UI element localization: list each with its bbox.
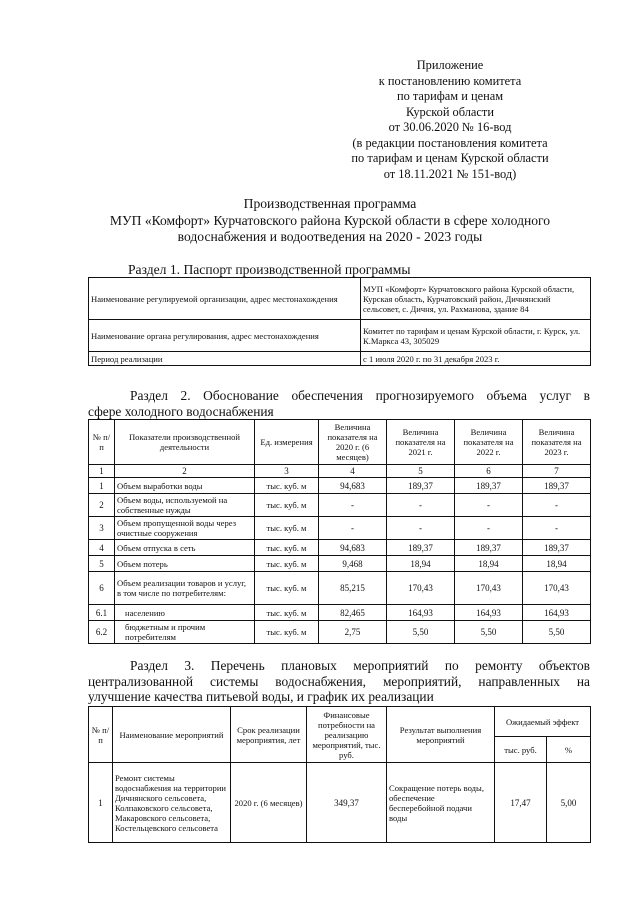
appendix-line: от 18.11.2021 № 151-вод) xyxy=(383,166,517,181)
appendix-line: по тарифам и ценам xyxy=(396,89,504,103)
table-row xyxy=(89,517,591,540)
appendix-line: по тарифам и ценам Курской области xyxy=(351,151,549,165)
row-unit: тыс. куб. м xyxy=(255,621,319,644)
measure-finance: 349,37 xyxy=(307,763,387,843)
appendix-block xyxy=(330,58,570,182)
value-2022: 189,37 xyxy=(455,540,523,556)
row-indicator: Объем пропущенной воды через очистные сооружения xyxy=(115,517,255,540)
section3-title-line: централизованной системы водоснабжения, мероприятий, направленных на xyxy=(88,673,590,689)
value-2020: 9,468 xyxy=(319,556,387,572)
col-number: 6 xyxy=(455,465,523,478)
value-2022: - xyxy=(455,494,523,517)
measure-effect-rub: 17,47 xyxy=(495,763,547,843)
value-2021: 18,94 xyxy=(387,556,455,572)
table-row xyxy=(89,352,591,366)
value-2020: 85,215 xyxy=(319,572,387,605)
row-unit: тыс. куб. м xyxy=(255,517,319,540)
row-num: 3 xyxy=(89,517,115,540)
row-indicator: Объем выработки воды xyxy=(115,478,255,494)
value-2021: - xyxy=(387,494,455,517)
row-indicator: Объем отпуска в сеть xyxy=(115,540,255,556)
col-number: 2 xyxy=(115,465,255,478)
col-header-2020: Величина показателя на 2020 г. (6 месяцев) xyxy=(319,420,387,465)
measure-effect-pct: 5,00 xyxy=(547,763,591,843)
row-indicator: бюджетным и прочим потребителям xyxy=(115,621,255,644)
measure-name: Ремонт системы водоснабжения на территории Дичнянского сельсовета, Колпаковского сельсовета, Макаровского сельсовета, Костельцевского сельсовета xyxy=(113,763,231,843)
value-2023: 5,50 xyxy=(523,621,591,644)
passport-label: Наименование регулируемой организации, адрес местонахождения xyxy=(89,278,361,320)
col-header-result: Результат выполнения мероприятий xyxy=(387,707,495,763)
value-2021: 5,50 xyxy=(387,621,455,644)
appendix-line: Курской области xyxy=(406,104,494,119)
section3-title xyxy=(88,658,590,705)
col-header-2021: Величина показателя на 2021 г. xyxy=(387,420,455,465)
row-indicator: Объем воды, используемой на собственные нужды xyxy=(115,494,255,517)
row-num: 6.2 xyxy=(89,621,115,644)
section3-title-line: Раздел 3. Перечень плановых мероприятий по ремонту объектов xyxy=(130,658,590,673)
col-number: 7 xyxy=(523,465,591,478)
row-indicator: Объем реализации товаров и услуг, в том числе по потребителям: xyxy=(115,572,255,605)
section3-title-line: улучшение качества питьевой воды, и график их реализации xyxy=(88,689,434,704)
value-2021: 189,37 xyxy=(387,540,455,556)
table-row xyxy=(89,572,591,605)
value-2020: 2,75 xyxy=(319,621,387,644)
column-number-row xyxy=(89,465,591,478)
passport-label: Наименование органа регулирования, адрес местонахождения xyxy=(89,320,361,352)
row-num: 6.1 xyxy=(89,605,115,621)
col-header-term: Срок реализации мероприятия, лет xyxy=(231,707,307,763)
value-2022: 164,93 xyxy=(455,605,523,621)
row-num: 6 xyxy=(89,572,115,605)
row-num: 2 xyxy=(89,494,115,517)
row-unit: тыс. куб. м xyxy=(255,478,319,494)
table-row xyxy=(89,540,591,556)
col-header-indicator: Показатели производственной деятельности xyxy=(115,420,255,465)
appendix-line: (в редакции постановления комитета xyxy=(352,135,548,150)
table-row xyxy=(89,556,591,572)
passport-table xyxy=(88,277,591,366)
row-num: 1 xyxy=(89,763,113,843)
measures-table xyxy=(88,706,591,843)
measure-term: 2020 г. (6 месяцев) xyxy=(231,763,307,843)
col-header-name: Наименование мероприятий xyxy=(113,707,231,763)
value-2023: - xyxy=(523,517,591,540)
table-row xyxy=(89,478,591,494)
value-2023: 18,94 xyxy=(523,556,591,572)
row-unit: тыс. куб. м xyxy=(255,572,319,605)
row-num: 5 xyxy=(89,556,115,572)
volume-table xyxy=(88,419,591,644)
value-2022: 189,37 xyxy=(455,478,523,494)
value-2023: 164,93 xyxy=(523,605,591,621)
col-header-2022: Величина показателя на 2022 г. xyxy=(455,420,523,465)
row-unit: тыс. куб. м xyxy=(255,540,319,556)
value-2020: 82,465 xyxy=(319,605,387,621)
table-row xyxy=(89,621,591,644)
section2-title-line: Раздел 2. Обоснование обеспечения прогнозируемого объема услуг в xyxy=(130,388,590,403)
table-row xyxy=(89,605,591,621)
table-row xyxy=(89,763,591,843)
appendix-line: от 30.06.2020 № 16-вод xyxy=(388,120,512,134)
value-2021: 189,37 xyxy=(387,478,455,494)
value-2020: - xyxy=(319,494,387,517)
value-2020: - xyxy=(319,517,387,540)
value-2022: 18,94 xyxy=(455,556,523,572)
program-title-line: МУП «Комфорт» Курчатовского района Курской области в сфере холодного xyxy=(109,212,551,228)
value-2022: 5,50 xyxy=(455,621,523,644)
value-2022: 170,43 xyxy=(455,572,523,605)
table-header-row xyxy=(89,420,591,465)
section2-title-line: сфере холодного водоснабжения xyxy=(88,403,274,419)
col-header-finance: Финансовые потребности на реализацию мероприятий, тыс. руб. xyxy=(307,707,387,763)
col-header-effect-rub: тыс. руб. xyxy=(495,737,547,763)
col-header-num: № п/п xyxy=(89,420,115,465)
row-num: 4 xyxy=(89,540,115,556)
row-unit: тыс. куб. м xyxy=(255,494,319,517)
col-header-2023: Величина показателя на 2023 г. xyxy=(523,420,591,465)
value-2021: 164,93 xyxy=(387,605,455,621)
col-number: 1 xyxy=(89,465,115,478)
value-2021: 170,43 xyxy=(387,572,455,605)
col-header-unit: Ед. измерения xyxy=(255,420,319,465)
col-number: 5 xyxy=(387,465,455,478)
program-title-line: Производственная программа xyxy=(243,196,417,211)
table-header-row xyxy=(89,707,591,737)
value-2023: 189,37 xyxy=(523,540,591,556)
program-title xyxy=(70,196,590,246)
table-row xyxy=(89,494,591,517)
value-2023: 170,43 xyxy=(523,572,591,605)
row-indicator: населению xyxy=(115,605,255,621)
col-header-effect-pct: % xyxy=(547,737,591,763)
table-row xyxy=(89,320,591,352)
section1-title: Раздел 1. Паспорт производственной программы xyxy=(128,262,411,277)
appendix-line: Приложение xyxy=(416,58,484,72)
col-header-num: № п/п xyxy=(89,707,113,763)
passport-value: МУП «Комфорт» Курчатовского района Курской области, Курская область, Курчатовский район, Дичнянский сельсовет, с. Дичня, ул. Рахманова, здание 84 xyxy=(361,278,591,320)
passport-value: с 1 июля 2020 г. по 31 декабря 2023 г. xyxy=(361,352,591,366)
row-indicator: Объем потерь xyxy=(115,556,255,572)
col-number: 3 xyxy=(255,465,319,478)
measure-result: Сокращение потерь воды, обеспечение бесперебойной подачи воды xyxy=(387,763,495,843)
program-title-line: водоснабжения и водоотведения на 2020 - 2023 годы xyxy=(177,229,483,244)
appendix-line: к постановлению комитета xyxy=(378,73,522,88)
value-2022: - xyxy=(455,517,523,540)
section2-title xyxy=(88,388,590,419)
value-2020: 94,683 xyxy=(319,540,387,556)
passport-value: Комитет по тарифам и ценам Курской области, г. Курск, ул. К.Маркса 43, 305029 xyxy=(361,320,591,352)
col-number: 4 xyxy=(319,465,387,478)
table-row xyxy=(89,278,591,320)
row-unit: тыс. куб. м xyxy=(255,556,319,572)
value-2021: - xyxy=(387,517,455,540)
row-unit: тыс. куб. м xyxy=(255,605,319,621)
value-2023: 189,37 xyxy=(523,478,591,494)
value-2020: 94,683 xyxy=(319,478,387,494)
passport-label: Период реализации xyxy=(89,352,361,366)
col-header-effect: Ожидаемый эффект xyxy=(495,707,591,737)
value-2023: - xyxy=(523,494,591,517)
row-num: 1 xyxy=(89,478,115,494)
